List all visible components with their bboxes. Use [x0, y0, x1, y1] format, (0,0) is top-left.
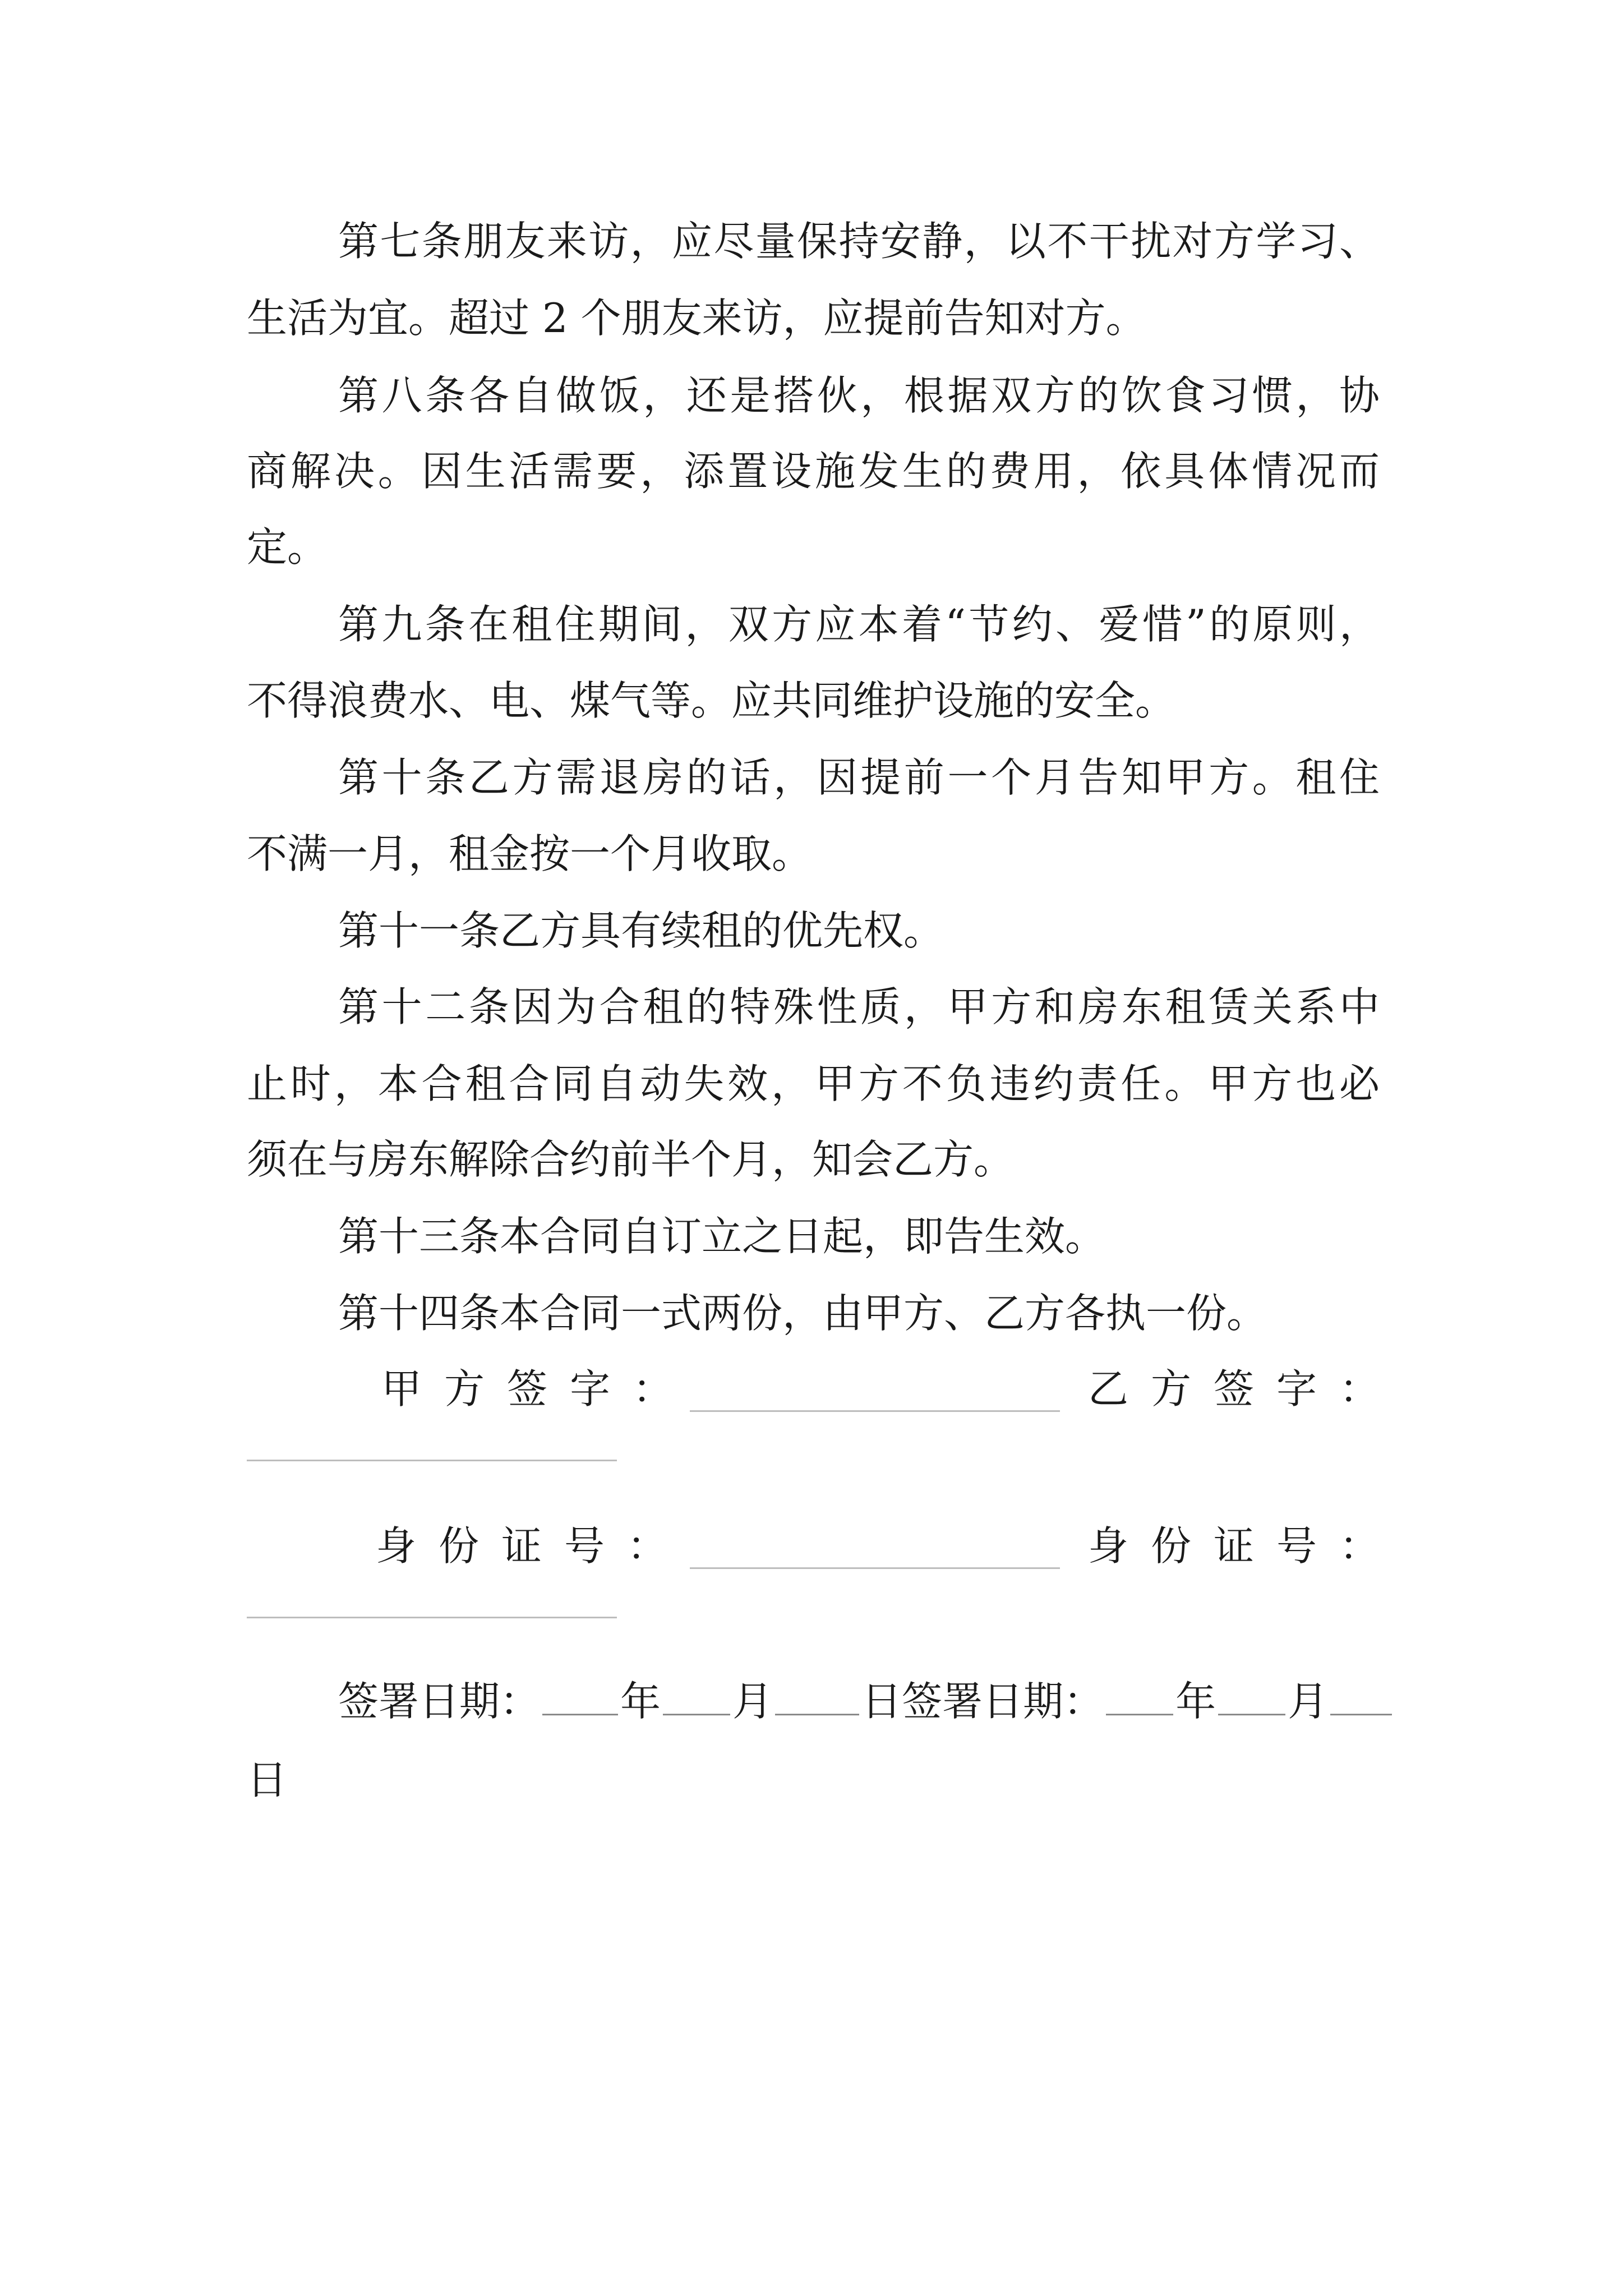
party-a-id-line[interactable] [690, 1567, 1060, 1569]
signature-row [247, 1361, 1403, 1417]
party-b-id-label: 身份证号： [1088, 1522, 1403, 1570]
party-a-signature-line[interactable] [690, 1410, 1060, 1412]
month-label: 月 [732, 1678, 773, 1725]
article-12-line-3: 须在与房东解除合约前半个月，知会乙方。 [247, 1136, 1015, 1183]
party-b-signature-line[interactable] [247, 1460, 617, 1461]
party-b-month-blank[interactable] [1218, 1714, 1285, 1715]
party-a-month-blank[interactable] [663, 1714, 730, 1715]
article-10-line-1: 第十条乙方需退房的话，因提前一个月告知甲方。租住 [338, 754, 1380, 801]
id-number-row [247, 1518, 1403, 1574]
article-13-line-1: 第十三条本合同自订立之日起，即告生效。 [338, 1213, 1106, 1260]
article-10-line-2: 不满一月，租金按一个月收取。 [247, 830, 813, 877]
party-a-year-blank[interactable] [542, 1714, 618, 1715]
article-8-line-1: 第八条各自做饭，还是搭伙，根据双方的饮食习惯，协 [338, 372, 1380, 419]
party-b-signature-label: 乙方签字： [1088, 1365, 1403, 1412]
article-7-line-2: 生活为宜。超过 2 个朋友来访，应提前告知对方。 [247, 295, 1146, 342]
party-b-day-blank[interactable] [1330, 1714, 1392, 1715]
article-9-line-1: 第九条在租住期间，双方应本着“节约、爱惜”的原则， [338, 601, 1380, 648]
article-14-line-1: 第十四条本合同一式两份，由甲方、乙方各执一份。 [338, 1290, 1267, 1337]
article-11-line-1: 第十一条乙方具有续租的优先权。 [338, 907, 944, 954]
article-12-line-2: 止时，本合租合同自动失效，甲方不负违约责任。甲方也必 [247, 1060, 1380, 1107]
article-8-line-2: 商解决。因生活需要，添置设施发生的费用，依具体情况而 [247, 448, 1380, 495]
party-a-date-label: 签署日期： [338, 1678, 541, 1725]
party-b-id-line[interactable] [247, 1617, 617, 1618]
month-label: 月 [1288, 1678, 1329, 1725]
party-b-day-label: 日 [247, 1756, 288, 1803]
article-9-line-2: 不得浪费水、电、煤气等。应共同维护设施的安全。 [247, 677, 1176, 724]
party-a-day-blank[interactable] [775, 1714, 859, 1715]
article-12-line-1: 第十二条因为合租的特殊性质，甲方和房东租赁关系中 [338, 983, 1380, 1030]
party-a-signature-label: 甲方签字： [381, 1365, 696, 1412]
signing-date-row [338, 1673, 1380, 1729]
article-8-line-3: 定。 [247, 523, 328, 570]
party-b-date-label: 签署日期： [902, 1678, 1104, 1725]
day-label: 日 [861, 1678, 902, 1725]
year-label: 年 [620, 1678, 661, 1725]
party-a-id-label: 身份证号： [376, 1522, 690, 1570]
year-label: 年 [1175, 1678, 1216, 1725]
article-7-line-1: 第七条朋友来访，应尽量保持安静，以不干扰对方学习、 [338, 218, 1380, 265]
party-b-year-blank[interactable] [1106, 1714, 1173, 1715]
